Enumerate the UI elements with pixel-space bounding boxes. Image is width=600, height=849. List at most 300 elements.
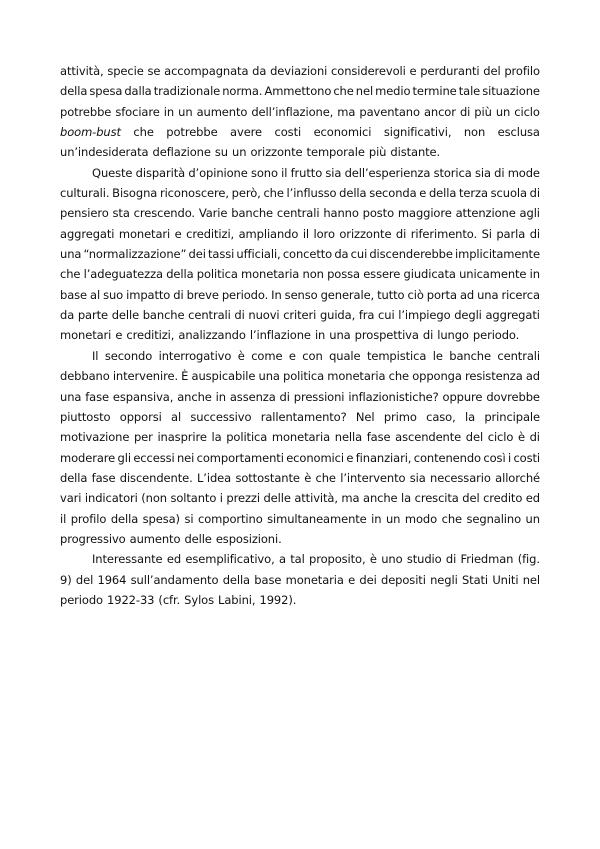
word: riconoscere, bbox=[159, 186, 229, 201]
word: perduranti bbox=[420, 64, 480, 78]
word: costi bbox=[513, 450, 540, 465]
text-line bbox=[60, 288, 540, 308]
word: è bbox=[517, 430, 525, 445]
word: ad bbox=[459, 287, 475, 302]
word: caso, bbox=[426, 409, 456, 424]
word: sottostante bbox=[235, 470, 300, 485]
word: porta bbox=[426, 287, 457, 302]
word: il bbox=[302, 226, 310, 241]
text-body bbox=[60, 64, 540, 613]
word: al bbox=[90, 287, 101, 302]
word: che bbox=[263, 186, 284, 201]
word: tal bbox=[290, 552, 305, 567]
word: della bbox=[60, 470, 88, 485]
word: in bbox=[371, 511, 382, 526]
word: della bbox=[428, 186, 457, 201]
word: in bbox=[163, 104, 175, 119]
word: di bbox=[529, 226, 540, 241]
word: di bbox=[445, 552, 457, 567]
word: negli bbox=[430, 572, 458, 587]
word: opponga bbox=[412, 369, 462, 384]
word: guida, bbox=[319, 308, 356, 323]
word: ancor bbox=[423, 104, 456, 119]
word: esemplificativo, bbox=[185, 552, 275, 567]
text-line bbox=[60, 247, 540, 267]
word: è bbox=[304, 470, 312, 485]
word: Uniti bbox=[492, 572, 519, 587]
word: di bbox=[234, 308, 245, 323]
text-line bbox=[60, 451, 540, 471]
word: di bbox=[395, 226, 407, 241]
word: è bbox=[369, 552, 377, 567]
text-line bbox=[60, 349, 540, 369]
word: posto bbox=[362, 206, 395, 221]
word: ed bbox=[525, 491, 540, 506]
word: un bbox=[525, 511, 540, 526]
word: sfociare bbox=[115, 104, 160, 119]
word: loro bbox=[313, 226, 335, 241]
word: centrali bbox=[497, 348, 540, 363]
word: per bbox=[133, 430, 153, 445]
word: deviazioni bbox=[270, 64, 328, 78]
word: discendente. bbox=[119, 470, 193, 485]
word: boom-bust bbox=[60, 125, 121, 140]
word: base bbox=[254, 572, 282, 587]
word: primo bbox=[383, 409, 417, 424]
word: ma bbox=[337, 104, 356, 119]
word: depositi bbox=[381, 572, 426, 587]
word: finanziari, bbox=[355, 450, 412, 465]
word: interrogativo bbox=[158, 348, 232, 363]
word: storica bbox=[433, 165, 472, 180]
word: parla bbox=[496, 226, 526, 241]
word: paventano bbox=[359, 104, 420, 119]
text-line bbox=[60, 471, 540, 491]
word: economici bbox=[313, 125, 372, 140]
word: tale bbox=[458, 84, 481, 99]
word: monetaria bbox=[271, 430, 331, 445]
word: nella bbox=[334, 430, 363, 445]
word: avere bbox=[230, 125, 263, 140]
word: politica bbox=[226, 430, 268, 445]
word: la bbox=[401, 491, 412, 506]
text-line bbox=[60, 573, 540, 593]
word: opporsi bbox=[119, 409, 162, 424]
word: discenderebbe bbox=[369, 247, 453, 262]
word: un bbox=[495, 104, 511, 119]
word: una bbox=[60, 389, 82, 404]
word: attività, bbox=[294, 491, 338, 506]
word: dell’inflazione, bbox=[251, 104, 334, 119]
word: proposito, bbox=[309, 552, 366, 567]
word: il bbox=[281, 165, 288, 180]
text-line: progressivo aumento delle esposizioni. bbox=[60, 531, 282, 546]
word: da bbox=[334, 247, 349, 262]
word: esclusa bbox=[497, 125, 540, 140]
word: più bbox=[474, 104, 492, 119]
word: banche bbox=[231, 206, 273, 221]
word: In bbox=[271, 287, 282, 302]
word: base bbox=[60, 287, 88, 302]
word: Stati bbox=[461, 572, 489, 587]
word: il bbox=[60, 511, 67, 526]
word: da bbox=[60, 308, 75, 323]
word: fra bbox=[358, 308, 375, 323]
word: sta bbox=[112, 206, 130, 221]
word: moderare bbox=[60, 450, 116, 465]
word: e bbox=[346, 450, 354, 465]
word: tutto bbox=[377, 287, 405, 302]
word: Si bbox=[481, 226, 492, 241]
word: studio bbox=[406, 552, 442, 567]
word: tempistica bbox=[366, 348, 427, 363]
word: che bbox=[133, 125, 154, 140]
word: l’influsso bbox=[286, 186, 337, 201]
word: sia bbox=[474, 165, 491, 180]
word: “normalizzazione” bbox=[83, 247, 187, 262]
text-line-italic-start bbox=[60, 125, 540, 145]
word: Varie bbox=[198, 206, 228, 221]
word: di bbox=[529, 186, 540, 201]
word: periodo. bbox=[221, 287, 269, 302]
word: crescita bbox=[414, 491, 459, 506]
word: degli bbox=[454, 308, 482, 323]
text-line bbox=[60, 369, 540, 389]
word: che bbox=[60, 267, 81, 282]
word: gli bbox=[117, 450, 131, 465]
word: l’intervento bbox=[340, 470, 406, 485]
word: parte bbox=[77, 308, 109, 323]
word: del bbox=[483, 64, 501, 78]
word: termine bbox=[412, 84, 457, 99]
word: un bbox=[385, 511, 401, 526]
word: ma bbox=[341, 491, 360, 506]
word: di bbox=[459, 104, 471, 119]
word: ciclo bbox=[487, 430, 514, 445]
word: dell’esperienza bbox=[344, 165, 431, 180]
word: fase bbox=[366, 430, 391, 445]
text-line bbox=[60, 552, 540, 572]
word: che bbox=[388, 369, 410, 384]
word: e bbox=[348, 572, 356, 587]
text-line bbox=[60, 84, 540, 104]
word: principale bbox=[484, 409, 540, 424]
word: costi bbox=[274, 125, 302, 140]
word: segnalino bbox=[466, 511, 522, 526]
text-line bbox=[60, 64, 540, 84]
word: tassi bbox=[208, 247, 235, 262]
word: terza bbox=[459, 186, 488, 201]
word: Il bbox=[92, 348, 99, 363]
word: breve bbox=[186, 287, 219, 302]
word: giudicata bbox=[403, 267, 456, 282]
word: a bbox=[278, 552, 286, 567]
word: potrebbe bbox=[166, 125, 218, 140]
word: ad bbox=[525, 369, 540, 384]
word: Nel bbox=[355, 409, 375, 424]
word: (non bbox=[141, 491, 167, 506]
word: della bbox=[110, 511, 139, 526]
word: di bbox=[529, 430, 540, 445]
word: centrali bbox=[276, 206, 320, 221]
word: crescendo. bbox=[133, 206, 195, 221]
word: rallentamento? bbox=[260, 409, 347, 424]
word: orizzonte bbox=[339, 226, 392, 241]
word: ascendente bbox=[395, 430, 462, 445]
word: che bbox=[315, 470, 336, 485]
text-line: un’indesiderata deflazione su un orizzonte temporale più distante. bbox=[60, 145, 441, 160]
word: soltanto bbox=[170, 491, 217, 506]
word: l’adeguatezza bbox=[83, 267, 163, 282]
word: come bbox=[251, 348, 283, 363]
word: del bbox=[75, 572, 94, 587]
word: comportamenti bbox=[196, 450, 284, 465]
word: L’idea bbox=[197, 470, 232, 485]
word: implicitamente bbox=[455, 247, 540, 262]
word: unicamente bbox=[459, 267, 527, 282]
word: con bbox=[302, 348, 323, 363]
word: le bbox=[432, 348, 443, 363]
word: prezzi bbox=[226, 491, 260, 506]
word: anche bbox=[363, 491, 398, 506]
word: monetaria bbox=[327, 369, 386, 384]
word: Queste bbox=[92, 165, 133, 180]
word: monetari bbox=[118, 226, 171, 241]
word: che bbox=[333, 84, 354, 99]
word: aumento bbox=[196, 104, 248, 119]
word: tradizionale bbox=[153, 84, 221, 99]
word: intervenire. bbox=[112, 369, 178, 384]
word: di bbox=[279, 389, 290, 404]
word: ciò bbox=[407, 287, 424, 302]
word: se bbox=[147, 64, 161, 78]
word: situazione bbox=[482, 84, 540, 99]
word: monetaria bbox=[241, 267, 300, 282]
word: ricerca bbox=[501, 287, 540, 302]
word: banche bbox=[449, 348, 491, 363]
word: nel bbox=[522, 572, 540, 587]
word: indicatori bbox=[84, 491, 138, 506]
word: monetaria bbox=[285, 572, 344, 587]
word: pressioni bbox=[293, 389, 345, 404]
word: dovrebbe bbox=[486, 389, 540, 404]
word: del bbox=[462, 491, 480, 506]
word: generale, bbox=[320, 287, 375, 302]
word: debbano bbox=[60, 369, 110, 384]
word: pensiero bbox=[60, 206, 109, 221]
text-line bbox=[60, 186, 540, 206]
word: oppure bbox=[442, 389, 483, 404]
word: cui bbox=[350, 247, 368, 262]
word: piuttosto bbox=[60, 409, 111, 424]
word: fase bbox=[91, 470, 116, 485]
word: spesa) bbox=[142, 511, 180, 526]
text-line bbox=[60, 430, 540, 450]
word: e bbox=[409, 64, 417, 78]
word: d’opinione bbox=[188, 165, 248, 180]
word: ciclo bbox=[514, 104, 540, 119]
word: però, bbox=[231, 186, 261, 201]
word: si bbox=[184, 511, 194, 526]
word: centrali bbox=[188, 308, 231, 323]
text-line bbox=[60, 512, 540, 532]
word: i bbox=[507, 450, 512, 465]
word: auspicabile bbox=[191, 369, 256, 384]
word: aggregati bbox=[485, 308, 540, 323]
word: di bbox=[494, 165, 505, 180]
word: nuovi bbox=[248, 308, 280, 323]
word: dei bbox=[359, 572, 377, 587]
word: spesa bbox=[89, 84, 123, 99]
word: necessario bbox=[430, 470, 491, 485]
word: Bisogna bbox=[112, 186, 158, 201]
word: della bbox=[339, 186, 367, 201]
word: fase bbox=[85, 389, 109, 404]
word: mode bbox=[507, 165, 540, 180]
paragraph-1 bbox=[60, 64, 540, 166]
word: che bbox=[441, 511, 462, 526]
paragraph-2 bbox=[60, 166, 540, 349]
word: nei bbox=[176, 450, 195, 465]
word: specie bbox=[107, 64, 144, 78]
word: i bbox=[219, 491, 223, 506]
word: credito bbox=[483, 491, 523, 506]
word: di bbox=[173, 287, 184, 302]
word: e bbox=[419, 186, 427, 201]
word: una bbox=[477, 287, 499, 302]
word: scuola bbox=[490, 186, 527, 201]
word: accompagnata bbox=[164, 64, 249, 78]
word: è bbox=[237, 348, 245, 363]
word: una bbox=[258, 369, 280, 384]
word: sia bbox=[325, 165, 342, 180]
word: dalla bbox=[124, 84, 152, 99]
word: eccessi bbox=[133, 450, 175, 465]
word: vari bbox=[60, 491, 82, 506]
word: delle bbox=[111, 308, 140, 323]
word: attività, bbox=[60, 64, 104, 78]
word: anche bbox=[177, 389, 212, 404]
word: possa bbox=[327, 267, 360, 282]
word: inasprire bbox=[157, 430, 207, 445]
text-line bbox=[60, 410, 540, 430]
word: essere bbox=[363, 267, 401, 282]
word: l’impiego bbox=[398, 308, 451, 323]
word: criteri bbox=[283, 308, 317, 323]
word: medio bbox=[375, 84, 411, 99]
word: potrebbe bbox=[60, 104, 112, 119]
word: quale bbox=[329, 348, 361, 363]
word: motivazione bbox=[60, 430, 130, 445]
word: Ammettono bbox=[264, 84, 332, 99]
word: (fig. bbox=[517, 552, 540, 567]
word: inflazionistiche? bbox=[348, 389, 439, 404]
word: impatto bbox=[126, 287, 171, 302]
word: ampliando bbox=[238, 226, 299, 241]
word: dei bbox=[188, 247, 206, 262]
word: economici bbox=[286, 450, 344, 465]
word: al bbox=[171, 409, 182, 424]
text-line bbox=[60, 105, 540, 125]
word: allorché bbox=[495, 470, 540, 485]
word: considerevoli bbox=[331, 64, 406, 78]
word: così bbox=[483, 450, 506, 465]
word: delle bbox=[263, 491, 291, 506]
word: sono bbox=[250, 165, 278, 180]
word: nel bbox=[355, 84, 374, 99]
word: della bbox=[166, 267, 194, 282]
word: profilo bbox=[504, 64, 540, 78]
word: disparità bbox=[135, 165, 186, 180]
text-line: periodo 1922-33 (cfr. Sylos Labini, 1992). bbox=[60, 592, 297, 607]
word: in bbox=[529, 267, 540, 282]
word: creditizi, bbox=[186, 226, 235, 241]
word: e bbox=[288, 348, 296, 363]
word: banche bbox=[142, 308, 185, 323]
text-line bbox=[60, 390, 540, 410]
word: ufficiali, bbox=[236, 247, 281, 262]
word: concetto bbox=[282, 247, 333, 262]
word: ed bbox=[166, 552, 182, 567]
word: e bbox=[174, 226, 182, 241]
word: assenza bbox=[229, 389, 276, 404]
word: culturali. bbox=[60, 186, 110, 201]
word: successivo bbox=[190, 409, 252, 424]
word: del bbox=[465, 430, 484, 445]
word: della bbox=[60, 84, 88, 99]
word: riferimento. bbox=[410, 226, 478, 241]
word: in bbox=[215, 389, 226, 404]
word: resistenza bbox=[464, 369, 523, 384]
text-line: monetari e creditizi, analizzando l’inflazione in una prospettiva di lungo periodo. bbox=[60, 328, 520, 343]
text-line bbox=[60, 267, 540, 287]
text-line bbox=[60, 491, 540, 511]
word: una bbox=[60, 247, 82, 262]
word: senso bbox=[284, 287, 318, 302]
word: frutto bbox=[290, 165, 323, 180]
paragraph-4 bbox=[60, 552, 540, 613]
word: la bbox=[211, 430, 222, 445]
word: maggiore bbox=[397, 206, 452, 221]
word: agli bbox=[519, 206, 540, 221]
text-line bbox=[60, 308, 540, 328]
word: da bbox=[252, 64, 267, 78]
word: la bbox=[464, 409, 476, 424]
text-line bbox=[60, 206, 540, 226]
paragraph-3 bbox=[60, 349, 540, 552]
word: 9) bbox=[60, 572, 72, 587]
word: un bbox=[178, 104, 193, 119]
word: non bbox=[302, 267, 324, 282]
word: politica bbox=[196, 267, 238, 282]
word: Interessante bbox=[92, 552, 163, 567]
word: norma. bbox=[222, 84, 263, 99]
word: comportino bbox=[197, 511, 263, 526]
word: contenendo bbox=[413, 450, 481, 465]
word: significativi, bbox=[383, 125, 452, 140]
word: politica bbox=[283, 369, 325, 384]
word: aggregati bbox=[60, 226, 115, 241]
text-line bbox=[60, 227, 540, 247]
word: 1964 bbox=[97, 572, 127, 587]
word: della bbox=[222, 572, 250, 587]
text-line bbox=[60, 166, 540, 186]
word: È bbox=[181, 369, 189, 384]
word: hanno bbox=[323, 206, 359, 221]
word: espansiva, bbox=[112, 389, 174, 404]
word: cui bbox=[378, 308, 395, 323]
word: non bbox=[463, 125, 486, 140]
